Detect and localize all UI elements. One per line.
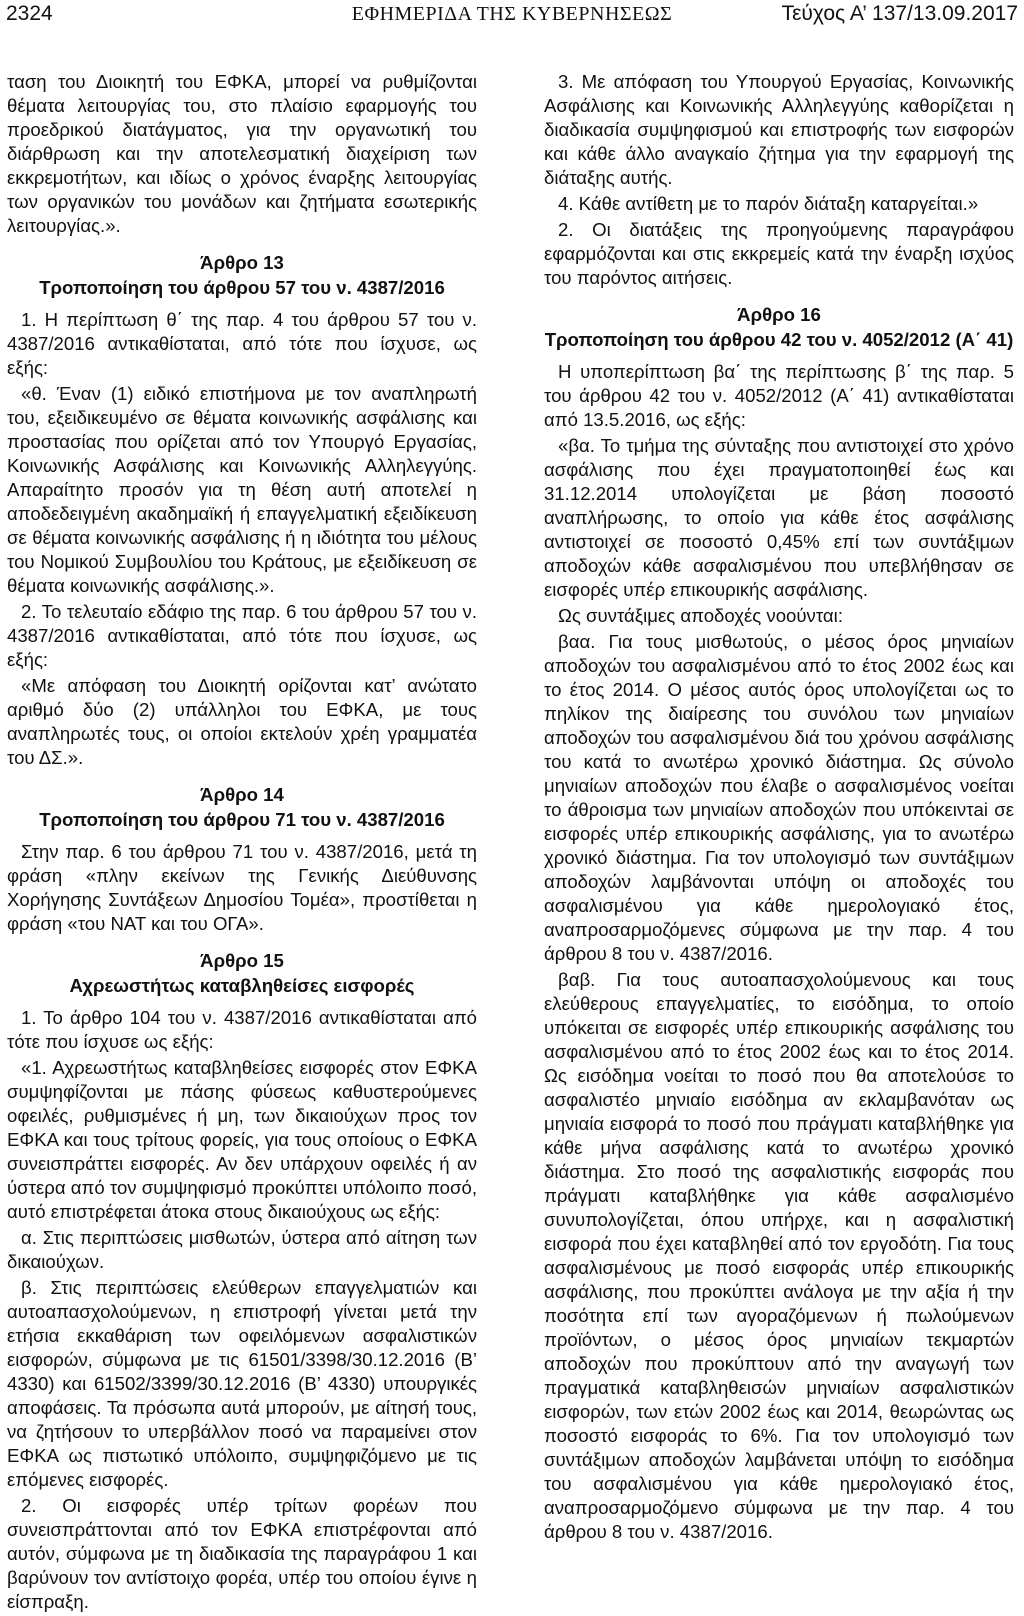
article-number: Άρθρο 15 [200, 950, 284, 971]
article-number: Άρθρο 14 [200, 784, 284, 805]
article-title: Τροποποίηση του άρθρου 57 του ν. 4387/2016 [39, 277, 445, 298]
paragraph: «Με απόφαση του Διοικητή ορίζονται κατ’ ανώτατο αριθμό δύο (2) υπάλληλοι του ΕΦΚΑ, με τους αναπληρωτές τους, οι οποίοι εκτελούν χρέη γραμματέα του ΔΣ.». [7, 675, 477, 768]
page-header [0, 0, 1024, 30]
paragraph: Η υποπερίπτωση βα΄ της περίπτωσης β΄ της παρ. 5 του άρθρου 42 του ν. 4052/2012 (Α΄ 41) αντικαθίσταται από 13.5.2016, ως εξής: [544, 361, 1014, 430]
article-title: Τροποποίηση του άρθρου 42 του ν. 4052/2012 (Α΄ 41) [544, 329, 1014, 350]
article-number: Άρθρο 16 [737, 304, 821, 325]
article-title: Τροποποίηση του άρθρου 71 του ν. 4387/2016 [39, 809, 445, 830]
right-column [544, 70, 1014, 1546]
paragraph: βαβ. Για τους αυτοαπασχολούμενους και τους ελεύθερους επαγγελματίες, το εισόδημα, το οποίο υπόκειται σε εισφορές υπέρ επικουρικής ασφάλισης του ασφαλισμένου από το έτος 2002 έως και το έτος 2014. Ως εισόδημα νοείται το ποσό που θα αποτελούσε το ασφαλιστέο μηνιαίο εισόδημα αν εκλαμβανόταν ως μηνιαία εισφορά το ποσό που πράγματι καταβλήθηκε για κάθε μήνα ασφάλισης κατά το ανωτέρω χρονικό διάστημα. Στο ποσό της ασφαλιστικής εισφοράς που πράγματι καταβλήθηκε για κάθε ασφαλισμένο συνυπολογίζεται, όπου υπήρχε, και η ασφαλιστική εισφορά που έχει καταβληθεί από τον εργοδότη. Για τους ασφαλισμένους με ποσό εισφοράς υπέρ επικουρικής ασφάλισης, που προκύπτει ανάλογα με την αξία ή την ποσότητα επί των αγοραζόμενων ή πωλούμενων προϊόντων, ο μέσος όρος μηνιαίων τεκμαρτών αποδοχών που προκύπτουν από την αναγωγή των πραγματικά καταβληθεισών μηνιαίων ασφαλιστικών εισφορών, των ετών 2002 έως και 2014, θεωρώντας ως ποσοστό εισφοράς το 6%. Για τον υπολογισμό των συντάξιμων αποδοχών λαμβάνεται υπόψη το εισόδημα του ασφαλισμένου για κάθε ημερολογιακό έτος, αναπροσαρμοζόμενο σύμφωνα με την παρ. 4 του άρθρου 8 του ν. 4387/2016. [544, 969, 1014, 1542]
paragraph: β. Στις περιπτώσεις ελεύθερων επαγγελματιών και αυτοαπασχολούμενων, η επιστροφή γίνεται μετά την ετήσια εκκαθάριση των οφειλόμενων ασφαλιστικών εισφορών, σύμφωνα με τις 61501/3398/30.12.2016 (Β’ 4330) και 61502/3399/30.12.2016 (Β’ 4330) υπουργικές αποφάσεις. Τα πρόσωπα αυτά μπορούν, με αίτησή τους, να ζητήσουν το υπερβάλλον ποσό να παραμείνει στον ΕΦΚΑ ως πιστωτικό υπόλοιπο, συμψηφιζόμενο με τις επόμενες εισφορές. [7, 1277, 477, 1490]
paragraph: α. Στις περιπτώσεις μισθωτών, ύστερα από αίτηση των δικαιούχων. [7, 1227, 477, 1272]
gazette-title: ΕΦΗΜΕΡΙΔΑ ΤΗΣ ΚΥΒΕΡΝΗΣΕΩΣ [351, 3, 673, 25]
paragraph: 2. Το τελευταίο εδάφιο της παρ. 6 του άρθρου 57 του ν. 4387/2016 αντικαθίσταται, από τότε που ίσχυσε, ως εξής: [7, 601, 477, 670]
article-heading [7, 948, 477, 998]
article-heading [7, 782, 477, 832]
left-column [7, 70, 477, 1616]
paragraph: 1. Το άρθρο 104 του ν. 4387/2016 αντικαθίσταται από τότε που ίσχυσε ως εξής: [7, 1007, 477, 1052]
issue-label: Τεύχος Α’ 137/13.09.2017 [781, 2, 1018, 25]
paragraph: 2. Οι εισφορές υπέρ τρίτων φορέων που συνεισπράττονται από τον ΕΦΚΑ επιστρέφονται από αυτόν, σύμφωνα με τη διαδικασία της παραγράφου 1 και βαρύνουν τον αντίστοιχο φορέα, υπέρ του οποίου έγινε η είσπραξη. [7, 1495, 477, 1612]
article-title: Αχρεωστήτως καταβληθείσες εισφορές [69, 975, 415, 996]
paragraph: 1. Η περίπτωση θ΄ της παρ. 4 του άρθρου 57 του ν. 4387/2016 αντικαθίσταται, από τότε που ίσχυσε, ως εξής: [7, 309, 477, 378]
paragraph: «1. Αχρεωστήτως καταβληθείσες εισφορές στον ΕΦΚΑ συμψηφίζονται με πάσης φύσεως καθυστερούμενες οφειλές, ρυθμισμένες ή μη, των δικαιούχων προς τον ΕΦΚΑ και τους τρίτους φορείς, για τους οποίους ο ΕΦΚΑ συνεισπράττει εισφορές. Αν δεν υπάρχουν οφειλές ή αν ύστερα από τον συμψηφισμό προκύπτει υπόλοιπο ποσό, αυτό επιστρέφεται άτοκα στους δικαιούχους ως εξής: [7, 1057, 477, 1222]
article-heading [544, 302, 1014, 352]
paragraph: Ως συντάξιμες αποδοχές νοούνται: [558, 605, 843, 626]
article-number: Άρθρο 13 [200, 252, 284, 273]
page-number: 2324 [6, 2, 53, 25]
article-heading [7, 250, 477, 300]
paragraph: «βα. Το τμήμα της σύνταξης που αντιστοιχεί στο χρόνο ασφάλισης που έχει πραγματοποιηθεί έως και 31.12.2014 υπολογίζεται με βάση ποσοστό αναπλήρωσης, το οποίο για κάθε έτος ασφάλισης αντιστοιχεί σε ποσοστό 0,45% επί των συντάξιμων αποδοχών κάθε ασφαλισμένου που υπεβλήθησαν σε εισφορές υπέρ επικουρικής ασφάλισης. [544, 435, 1014, 600]
paragraph: Στην παρ. 6 του άρθρου 71 του ν. 4387/2016, μετά τη φράση «πλην εκείνων της Γενικής Διεύθυνσης Χορήγησης Συντάξεων Δημοσίου Τομέα», προστίθεται η φράση «του ΝΑΤ και του ΟΓΑ». [7, 841, 477, 934]
paragraph: «θ. Έναν (1) ειδικό επιστήμονα με τον αναπληρωτή του, εξειδικευμένο σε θέματα κοινωνικής ασφάλισης και προστασίας που ορίζεται από τον Υπουργό Εργασίας, Κοινωνικής Ασφάλισης και Κοινωνικής Αλληλεγγύης. Απαραίτητο προσόν για τη θέση αυτή αποτελεί η αποδεδειγμένη ακαδημαϊκή ή επαγγελματική εξειδίκευση σε θέματα κοινωνικής ασφάλισης ή η ιδιότητα του μέλους του Νομικού Συμβουλίου του Κράτους, με εξειδίκευση σε θέματα κοινωνικής ασφάλισης.». [7, 383, 477, 596]
paragraph: ταση του Διοικητή του ΕΦΚΑ, μπορεί να ρυθμίζονται θέματα λειτουργίας του, στο πλαίσιο εφαρμογής του προεδρικού διατάγματος, για την οργανωτική του διάρθρωση και την αποτελεσματική διαχείριση των εκκρεμοτήτων, και ιδίως ο χρόνος έναρξης λειτουργίας των οργανικών του μονάδων και ζητήματα εσωτερικής λειτουργίας.». [7, 71, 477, 236]
paragraph: 2. Οι διατάξεις της προηγούμενης παραγράφου εφαρμόζονται και στις εκκρεμείς κατά την έναρξη ισχύος του παρόντος αιτήσεις. [544, 219, 1014, 288]
paragraph: βαα. Για τους μισθωτούς, ο μέσος όρος μηνιαίων αποδοχών του ασφαλισμένου από το έτος 2002 έως και το έτος 2014. Ο μέσος αυτός όρος υπολογίζεται ως το πηλίκον της διαίρεσης του συνόλου των μηνιαίων αποδοχών του ασφαλισμένου διά του χρόνου ασφάλισης του κατά το ανωτέρω χρονικό διάστημα. Ως σύνολο μηνιαίων αποδοχών που έλαβε ο ασφαλισμένος νοείται το άθροισμα των μηνιαίων αποδοχών που υπόκειντai σε εισφορές υπέρ επικουρικής ασφάλισης, για το ανωτέρω χρονικό διάστημα. Για τον υπολογισμό των συντάξιμων αποδοχών λαμβάνονται υπόψη οι αποδοχές του ασφαλισμένου για κάθε ημερολογιακό έτος, αναπροσαρμοζόμενες σύμφωνα με την παρ. 4 του άρθρου 8 του ν. 4387/2016. [544, 631, 1014, 964]
paragraph: 3. Με απόφαση του Υπουργού Εργασίας, Κοινωνικής Ασφάλισης και Κοινωνικής Αλληλεγγύης καθορίζεται η διαδικασία συμψηφισμού και επιστροφής των εισφορών και κάθε άλλο αναγκαίο ζήτημα για την εφαρμογή της διάταξης αυτής. [544, 71, 1014, 188]
paragraph: 4. Κάθε αντίθετη με το παρόν διάταξη καταργείται.» [558, 193, 979, 214]
